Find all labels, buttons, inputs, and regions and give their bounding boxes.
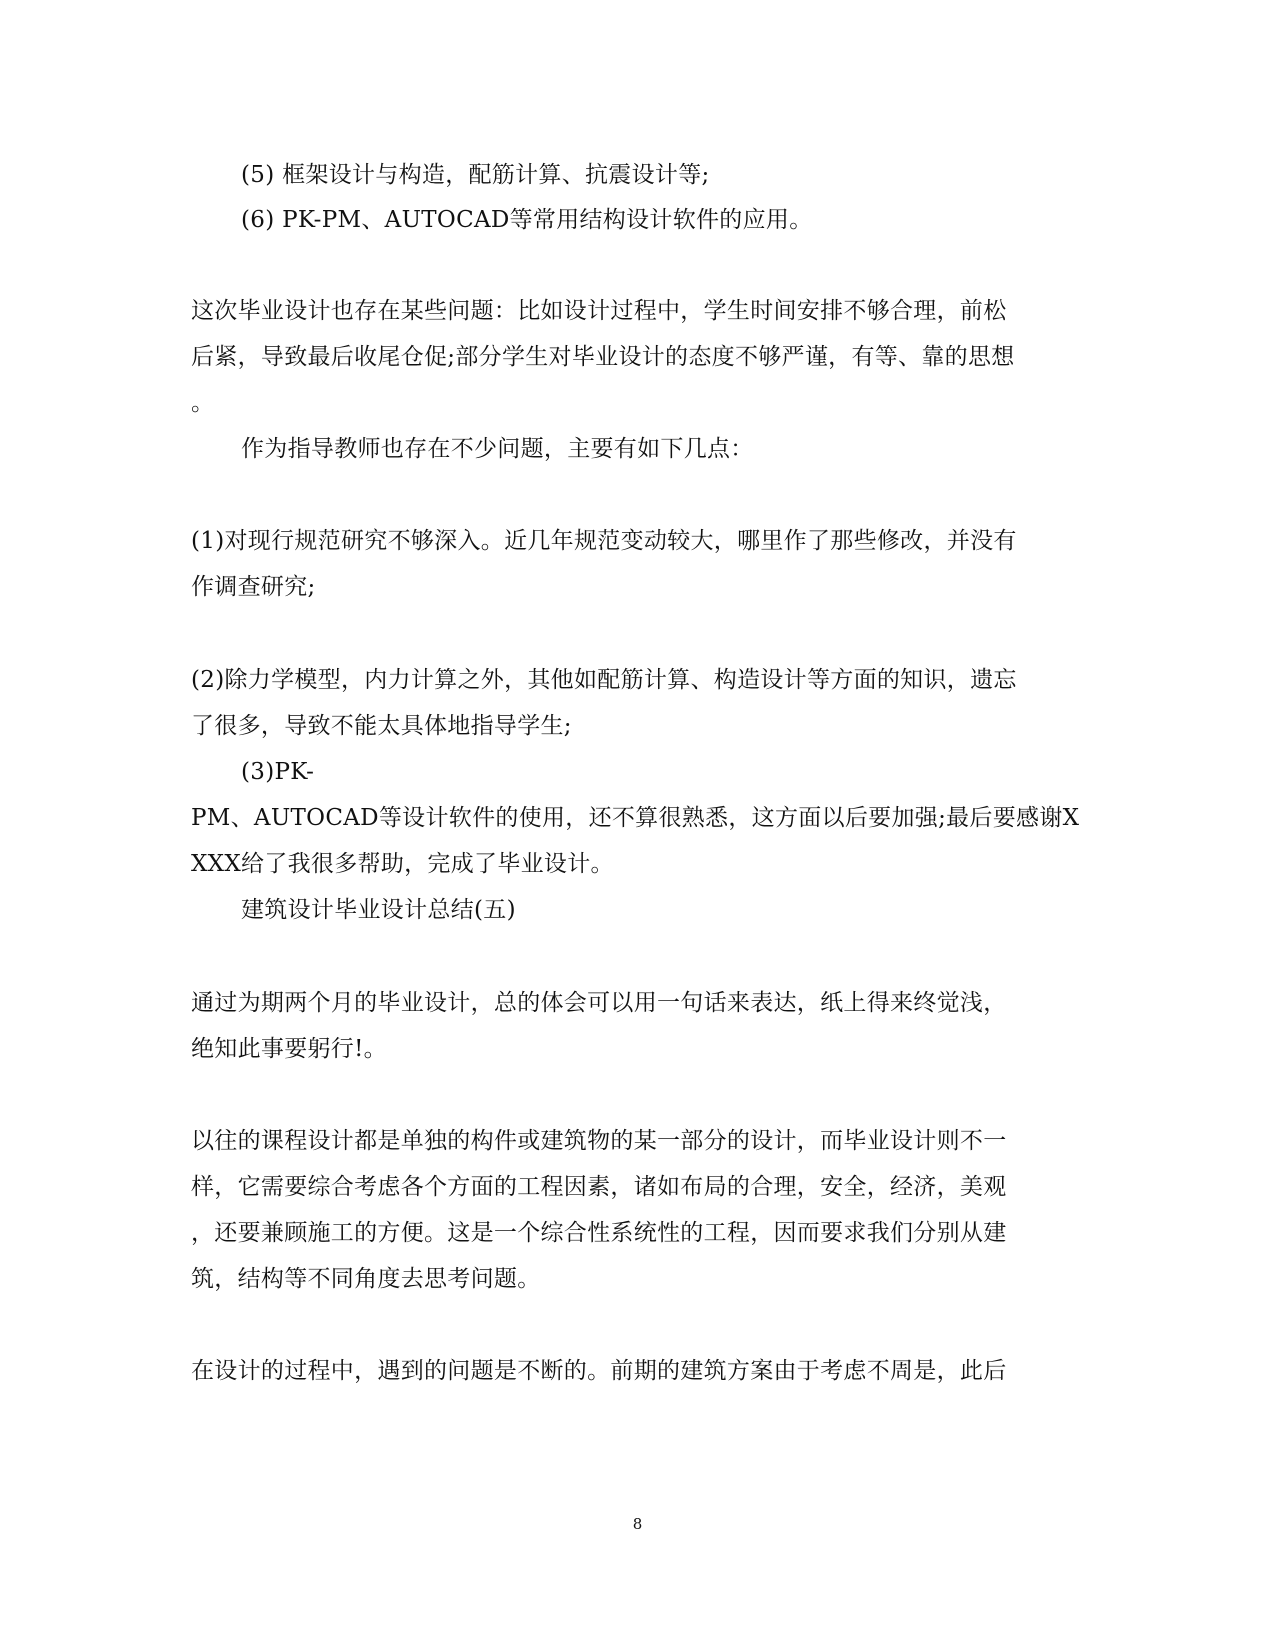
text-line: (5) 框架设计与构造，配筋计算、抗震设计等;: [241, 162, 710, 188]
text-line: ，还要兼顾施工的方便。这是一个综合性系统性的工程，因而要求我们分别从建: [191, 1220, 1007, 1246]
text-line: 这次毕业设计也存在某些问题：比如设计过程中，学生时间安排不够合理，前松: [191, 298, 1007, 324]
text-line: XXX给了我很多帮助，完成了毕业设计。: [191, 851, 614, 877]
text-line: (1)对现行规范研究不够深入。近几年规范变动较大，哪里作了那些修改，并没有: [191, 528, 1017, 554]
text-line: 作为指导教师也存在不少问题，主要有如下几点：: [241, 436, 754, 462]
text-line: PM、AUTOCAD等设计软件的使用，还不算很熟悉，这方面以后要加强;最后要感谢X: [191, 805, 1080, 831]
text-line: 了很多，导致不能太具体地指导学生;: [191, 713, 572, 739]
text-line: 。: [191, 390, 215, 416]
text-line: 样，它需要综合考虑各个方面的工程因素，诸如布局的合理，安全，经济，美观: [191, 1174, 1007, 1200]
text-line: 作调查研究;: [191, 574, 316, 600]
text-line: 绝知此事要躬行!。: [191, 1036, 387, 1062]
text-line: 通过为期两个月的毕业设计，总的体会可以用一句话来表达，纸上得来终觉浅，: [191, 990, 1007, 1016]
text-line: (2)除力学模型，内力计算之外，其他如配筋计算、构造设计等方面的知识，遗忘: [191, 667, 1017, 693]
page-number: 8: [632, 1515, 643, 1533]
text-line: 在设计的过程中，遇到的问题是不断的。前期的建筑方案由于考虑不周是，此后: [191, 1358, 1007, 1384]
text-line: (6) PK-PM、AUTOCAD等常用结构设计软件的应用。: [241, 207, 813, 233]
text-line: (3)PK-: [241, 759, 315, 785]
text-line: 筑，结构等不同角度去思考问题。: [191, 1266, 541, 1292]
section-heading: 建筑设计毕业设计总结(五): [241, 897, 516, 923]
text-line: 以往的课程设计都是单独的构件或建筑物的某一部分的设计，而毕业设计则不一: [191, 1128, 1007, 1154]
text-line: 后紧，导致最后收尾仓促;部分学生对毕业设计的态度不够严谨，有等、靠的思想: [191, 344, 1015, 370]
